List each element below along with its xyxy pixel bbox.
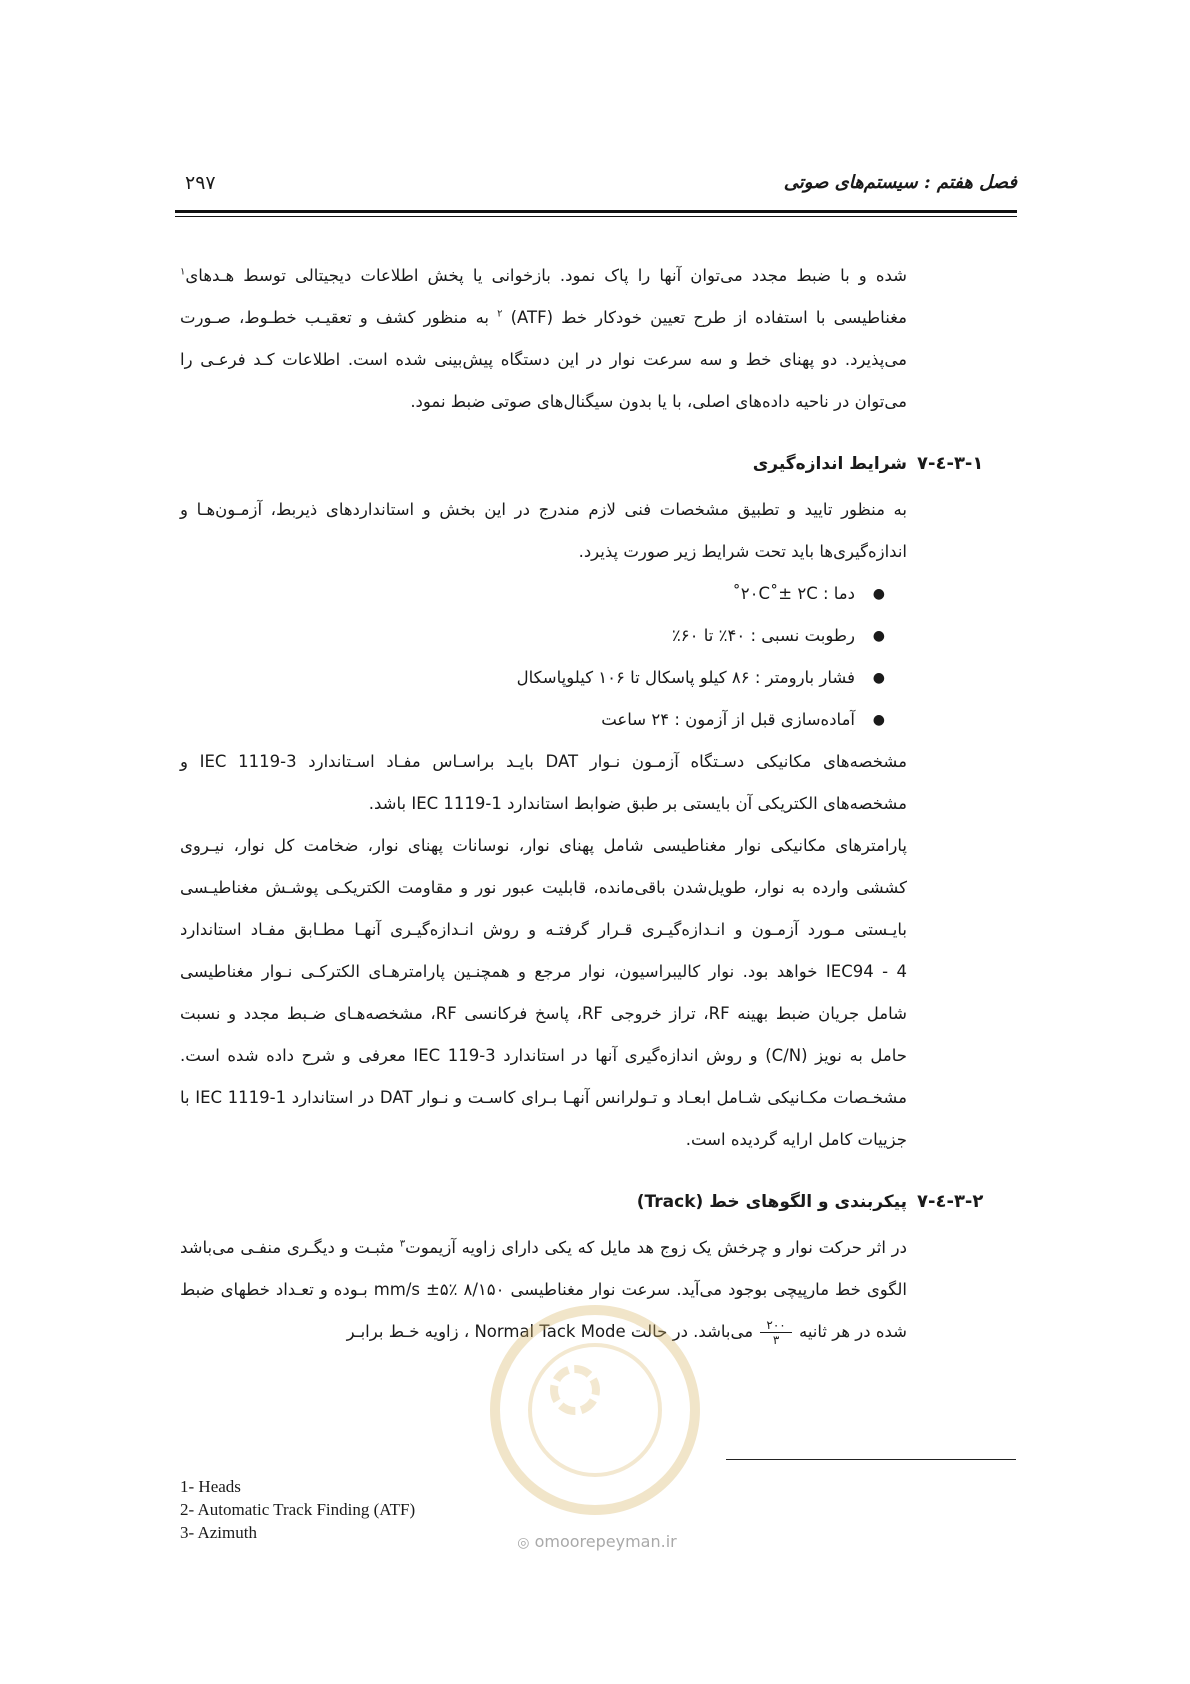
footnote-2: 2- Automatic Track Finding (ATF) — [180, 1500, 416, 1519]
footnote-3: 3- Azimuth — [180, 1523, 257, 1542]
section2-text-3: می‌باشد. در حالت Normal Tack Mode ، زاویه خـط برابـر — [346, 1322, 754, 1341]
intro-paragraph — [180, 255, 907, 423]
list-item — [180, 657, 885, 699]
footnote-rule — [726, 1459, 1016, 1460]
list-item — [180, 699, 885, 741]
bullet-icon: ● — [872, 670, 885, 686]
fraction — [760, 1318, 791, 1347]
bullet-icon: ● — [872, 628, 885, 644]
header-rule-thick — [175, 210, 1017, 213]
watermark-text — [482, 1532, 712, 1551]
list-item — [180, 573, 885, 615]
footnote-ref-2: ۲ — [497, 308, 503, 320]
section1-paragraph-2: پارامترهای مکانیکی نوار مغناطیسی شامل پهنای نوار، نوسانات پهنای نوار، ضخامت کل نوار، نیـروی کششی وارده به نوار، طویل‌شدن باقی‌مانده، قابلیت عبور نور و مقاومت الکتریکـی پوشـش مغناطیـسی بایـستی مـورد آزمـون و انـدازه‌گیـری قـرار گرفتـه و روش انـدازه‌گیـری آنهـا مطـابق مفـاد استاندارد IEC94 - 4 خواهد بود. نوار کالیبراسیون، نوار مرجع و همچنـین پارامترهـای الکترکـی نـوار مغناطیسی شامل جریان ضبط بهینه RF، تراز خروجی RF، پاسخ فرکانسی RF، مشخصه‌هـای ضـبط مجدد و نسبت حامل به نویز (C/N) و روش اندازه‌گیری آنها در استاندارد IEC 119-3 معرفی و شرح داده شده است. مشخـصات مکـانیکی شـامل ابعـاد و تـولرانس آنهـا بـرای کاسـت و نـوار DAT در استاندارد IEC 1119-1 با جزییات کامل ارایه گردیده است. — [180, 836, 908, 1149]
condition-text: فشار بارومتر : ۸۶ کیلو پاسکال تا ۱۰۶ کیلوپاسکال — [516, 668, 855, 687]
chapter-title: فصل هفتم : سیستم‌های صوتی — [783, 172, 1017, 193]
globe-icon: ◎ — [517, 1535, 530, 1551]
watermark-ring — [528, 1343, 662, 1477]
section1-intro: به منظور تایید و تطبیق مشخصات فنی لازم مندرج در این بخش و استانداردهای ذیربط، آزمـون‌هـا و اندازه‌گیری‌ها باید تحت شرایط زیر صورت پذیرد. — [180, 500, 907, 561]
section2-text-1: در اثر حرکت نوار و چرخش یک زوج هد مایل که یکی دارای زاویه آزیموت — [405, 1238, 907, 1257]
page-header — [175, 172, 1017, 200]
footnote-ref-1: ۱ — [180, 266, 186, 278]
page-number: ۲۹۷ — [185, 172, 216, 194]
condition-text: آماده‌سازی قبل از آزمون : ۲۴ ساعت — [601, 710, 855, 729]
section1-paragraph-1: مشخصه‌های مکانیکی دسـتگاه آزمـون نـوار DAT بایـد براسـاس مفـاد اسـتاندارد IEC 1119-3 و مشخصه‌های الکتریکی آن بایستی بر طبق ضوابط استاندارد IEC 1119-1 باشد. — [180, 752, 907, 813]
section2-text-2: مثبـت و دیگـری منفـی می‌باشد الگوی خط مارپیچی بوجود می‌آید. سرعت نوار مغناطیسی ۸/۱۵۰ mm/s ±۵٪ بـوده و تعـداد خطهای ضبط شده در هر ثانیه — [180, 1238, 908, 1341]
list-item — [180, 615, 885, 657]
fraction-numerator: ۲۰۰ — [760, 1318, 791, 1333]
section-number-1: ۷-٤-۳-۱ — [917, 453, 984, 474]
intro-text-3: به منظور کشف و تعقیـب خطـوط، صـورت می‌پذیرد. دو پهنای خط و سه سرعت نوار در این دستگاه پیش‌بینی شده است. اطلاعات کـد فرعـی را می‌توان در ناحیه داده‌های اصلی، با یا بدون سیگنال‌های صوتی ضبط نمود. — [180, 308, 907, 411]
condition-text: رطوبت نسبی : ۴۰٪ تا ۶۰٪ — [671, 626, 855, 645]
page-body — [180, 255, 984, 1353]
intro-text-1: شده و با ضبط مجدد می‌توان آنها را پاک نمود. بازخوانی یا پخش اطلاعات دیجیتالی توسط هـدهای — [185, 266, 907, 285]
bullet-icon: ● — [872, 586, 885, 602]
fraction-denominator: ۳ — [772, 1333, 780, 1347]
condition-text: دما : ۲۰C˚± ۲C˚ — [732, 584, 855, 603]
section-title-1: شرایط اندازه‌گیری — [752, 454, 907, 474]
section-heading-1 — [180, 443, 984, 485]
footnote-ref-3: ۳ — [399, 1238, 406, 1250]
section-heading-2 — [180, 1181, 984, 1223]
section-number-2: ۷-٤-۳-۲ — [917, 1191, 984, 1212]
footnote-1: 1- Heads — [180, 1477, 241, 1496]
intro-text-2: مغناطیسی با استفاده از طرح تعیین خودکار خط (ATF) — [510, 308, 907, 327]
conditions-list — [180, 573, 907, 741]
header-rule-thin — [175, 216, 1017, 217]
bullet-icon: ● — [872, 712, 885, 728]
watermark-url: omoorepeyman.ir — [534, 1532, 677, 1551]
section-title-2: پیکربندی و الگوهای خط (Track) — [636, 1192, 907, 1212]
gear-icon — [550, 1365, 600, 1415]
